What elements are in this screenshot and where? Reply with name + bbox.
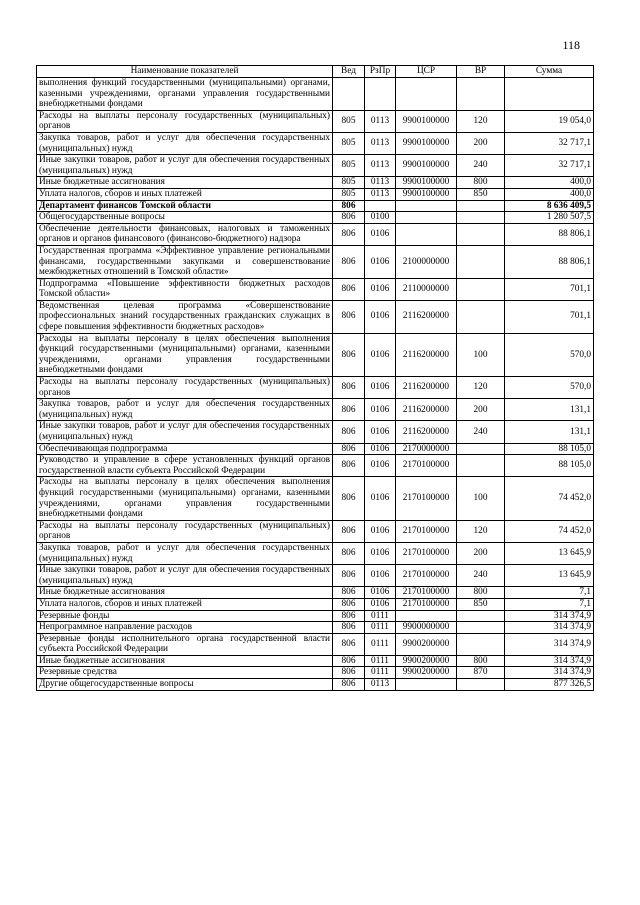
row-vr-cell bbox=[457, 443, 505, 455]
table-row bbox=[37, 421, 594, 443]
row-rzpr-cell: 0106 bbox=[365, 245, 396, 278]
row-rzpr-cell: 0106 bbox=[365, 455, 396, 477]
table-header-row bbox=[37, 66, 594, 78]
row-rzpr-cell: 0100 bbox=[365, 212, 396, 224]
table-row bbox=[37, 132, 594, 154]
table-row bbox=[37, 587, 594, 599]
row-name-cell: Резервные фонды исполнительного органа государственной власти субъекта Российской Федерации bbox=[37, 633, 333, 655]
row-sum-cell: 131,1 bbox=[505, 399, 594, 421]
row-ved-cell: 805 bbox=[333, 110, 365, 132]
row-sum-cell: 13 645,9 bbox=[505, 542, 594, 564]
row-rzpr-cell: 0106 bbox=[365, 377, 396, 399]
row-rzpr-cell: 0111 bbox=[365, 667, 396, 679]
row-rzpr-cell: 0106 bbox=[365, 399, 396, 421]
table-row bbox=[37, 300, 594, 333]
table-row bbox=[37, 155, 594, 177]
header-rzpr: РзПр bbox=[365, 66, 396, 78]
table-row bbox=[37, 520, 594, 542]
row-ved-cell: 806 bbox=[333, 520, 365, 542]
row-csr-cell: 2170100000 bbox=[396, 455, 457, 477]
table-row bbox=[37, 177, 594, 189]
row-vr-cell: 850 bbox=[457, 188, 505, 200]
row-ved-cell: 806 bbox=[333, 542, 365, 564]
row-name-cell: Расходы на выплаты персоналу государственных (муниципальных) органов bbox=[37, 377, 333, 399]
row-name-cell: Департамент финансов Томской области bbox=[37, 200, 333, 212]
row-ved-cell: 806 bbox=[333, 679, 365, 691]
row-ved-cell: 806 bbox=[333, 667, 365, 679]
row-sum-cell: 1 280 507,5 bbox=[505, 212, 594, 224]
row-sum-cell: 701,1 bbox=[505, 300, 594, 333]
row-csr-cell: 9900200000 bbox=[396, 633, 457, 655]
row-csr-cell: 9900100000 bbox=[396, 132, 457, 154]
row-name-cell: Обеспечение деятельности финансовых, налоговых и таможенных органов и органов финансового (финансово-бюджетного) надзора bbox=[37, 223, 333, 245]
row-rzpr-cell: 0113 bbox=[365, 110, 396, 132]
row-csr-cell bbox=[396, 223, 457, 245]
row-ved-cell: 806 bbox=[333, 655, 365, 667]
row-sum-cell: 88 806,1 bbox=[505, 223, 594, 245]
row-ved-cell: 806 bbox=[333, 300, 365, 333]
table-row bbox=[37, 333, 594, 376]
table-row bbox=[37, 655, 594, 667]
row-name-cell: Расходы на выплаты персоналу в целях обеспечения выполнения функций государственными (муниципальными) органами, казенными учреждениями, органами управления государственными внебюджетными фондами bbox=[37, 477, 333, 520]
row-ved-cell: 806 bbox=[333, 245, 365, 278]
row-vr-cell bbox=[457, 278, 505, 300]
header-vr: ВР bbox=[457, 66, 505, 78]
row-name-cell: Закупка товаров, работ и услуг для обеспечения государственных (муниципальных) нужд bbox=[37, 399, 333, 421]
row-rzpr-cell: 0106 bbox=[365, 565, 396, 587]
table-row bbox=[37, 542, 594, 564]
row-rzpr-cell bbox=[365, 200, 396, 212]
row-name-cell: Другие общегосударственные вопросы bbox=[37, 679, 333, 691]
table-row bbox=[37, 223, 594, 245]
row-name-cell: Непрограммное направление расходов bbox=[37, 622, 333, 634]
table-row bbox=[37, 667, 594, 679]
row-vr-cell bbox=[457, 300, 505, 333]
row-vr-cell bbox=[457, 455, 505, 477]
row-ved-cell: 805 bbox=[333, 155, 365, 177]
row-rzpr-cell: 0106 bbox=[365, 477, 396, 520]
row-csr-cell: 9900000000 bbox=[396, 622, 457, 634]
row-ved-cell: 806 bbox=[333, 565, 365, 587]
row-ved-cell: 806 bbox=[333, 443, 365, 455]
row-csr-cell bbox=[396, 610, 457, 622]
row-vr-cell: 100 bbox=[457, 477, 505, 520]
table-row bbox=[37, 212, 594, 224]
row-name-cell: Иные бюджетные ассигнования bbox=[37, 177, 333, 189]
row-name-cell: Резервные средства bbox=[37, 667, 333, 679]
table-row bbox=[37, 565, 594, 587]
table-row bbox=[37, 188, 594, 200]
row-vr-cell bbox=[457, 622, 505, 634]
row-name-cell: Руководство и управление в сфере установленных функций органов государственной власти субъекта Российской Федерации bbox=[37, 455, 333, 477]
row-ved-cell: 805 bbox=[333, 132, 365, 154]
row-sum-cell: 32 717,1 bbox=[505, 132, 594, 154]
row-sum-cell: 8 636 409,5 bbox=[505, 200, 594, 212]
row-vr-cell bbox=[457, 223, 505, 245]
table-row bbox=[37, 278, 594, 300]
row-csr-cell: 9900200000 bbox=[396, 667, 457, 679]
row-rzpr-cell: 0113 bbox=[365, 188, 396, 200]
row-vr-cell bbox=[457, 245, 505, 278]
row-rzpr-cell: 0106 bbox=[365, 598, 396, 610]
row-name-cell: Подпрограмма «Повышение эффективности бюджетных расходов Томской области» bbox=[37, 278, 333, 300]
row-rzpr-cell: 0113 bbox=[365, 155, 396, 177]
row-sum-cell: 88 105,0 bbox=[505, 443, 594, 455]
row-csr-cell: 9900100000 bbox=[396, 155, 457, 177]
row-vr-cell: 240 bbox=[457, 565, 505, 587]
row-sum-cell: 314 374,9 bbox=[505, 655, 594, 667]
header-name: Наименование показателей bbox=[37, 66, 333, 78]
row-ved-cell: 805 bbox=[333, 188, 365, 200]
row-sum-cell: 13 645,9 bbox=[505, 565, 594, 587]
row-name-cell: Расходы на выплаты персоналу государственных (муниципальных) органов bbox=[37, 110, 333, 132]
row-vr-cell: 120 bbox=[457, 520, 505, 542]
row-sum-cell: 7,1 bbox=[505, 587, 594, 599]
table-row bbox=[37, 610, 594, 622]
row-ved-cell: 806 bbox=[333, 598, 365, 610]
row-csr-cell: 9900100000 bbox=[396, 188, 457, 200]
row-name-cell: Резервные фонды bbox=[37, 610, 333, 622]
row-name-cell: выполнения функций государственными (муниципальными) органами, казенными учреждениями, органами управления государственными внебюджетными фондами bbox=[37, 78, 333, 111]
row-name-cell: Закупка товаров, работ и услуг для обеспечения государственных (муниципальных) нужд bbox=[37, 542, 333, 564]
page-number: 118 bbox=[562, 38, 580, 52]
row-rzpr-cell: 0111 bbox=[365, 633, 396, 655]
row-ved-cell: 806 bbox=[333, 212, 365, 224]
row-vr-cell bbox=[457, 679, 505, 691]
row-ved-cell: 806 bbox=[333, 633, 365, 655]
row-rzpr-cell: 0106 bbox=[365, 587, 396, 599]
row-ved-cell: 806 bbox=[333, 421, 365, 443]
row-csr-cell: 2116200000 bbox=[396, 300, 457, 333]
row-vr-cell: 240 bbox=[457, 155, 505, 177]
row-sum-cell: 314 374,9 bbox=[505, 622, 594, 634]
row-vr-cell: 240 bbox=[457, 421, 505, 443]
row-csr-cell: 2116200000 bbox=[396, 421, 457, 443]
row-ved-cell: 806 bbox=[333, 399, 365, 421]
row-vr-cell bbox=[457, 633, 505, 655]
row-name-cell: Уплата налогов, сборов и иных платежей bbox=[37, 598, 333, 610]
row-rzpr-cell: 0106 bbox=[365, 520, 396, 542]
row-sum-cell: 74 452,0 bbox=[505, 477, 594, 520]
row-vr-cell bbox=[457, 78, 505, 111]
row-csr-cell bbox=[396, 679, 457, 691]
row-csr-cell: 2170100000 bbox=[396, 520, 457, 542]
row-sum-cell: 314 374,9 bbox=[505, 610, 594, 622]
row-vr-cell: 800 bbox=[457, 655, 505, 667]
table-row bbox=[37, 679, 594, 691]
row-name-cell: Иные бюджетные ассигнования bbox=[37, 655, 333, 667]
row-csr-cell: 2116200000 bbox=[396, 399, 457, 421]
row-vr-cell: 200 bbox=[457, 399, 505, 421]
row-csr-cell: 2170100000 bbox=[396, 542, 457, 564]
budget-table bbox=[36, 65, 594, 691]
row-rzpr-cell: 0111 bbox=[365, 610, 396, 622]
table-row bbox=[37, 443, 594, 455]
row-ved-cell: 806 bbox=[333, 587, 365, 599]
row-sum-cell bbox=[505, 78, 594, 111]
row-name-cell: Иные закупки товаров, работ и услуг для обеспечения государственных (муниципальных) нужд bbox=[37, 421, 333, 443]
row-rzpr-cell bbox=[365, 78, 396, 111]
row-sum-cell: 19 054,0 bbox=[505, 110, 594, 132]
row-vr-cell: 200 bbox=[457, 542, 505, 564]
row-sum-cell: 314 374,9 bbox=[505, 633, 594, 655]
row-sum-cell: 131,1 bbox=[505, 421, 594, 443]
row-rzpr-cell: 0106 bbox=[365, 278, 396, 300]
row-vr-cell bbox=[457, 212, 505, 224]
row-sum-cell: 701,1 bbox=[505, 278, 594, 300]
row-vr-cell: 200 bbox=[457, 132, 505, 154]
row-name-cell: Расходы на выплаты персоналу государственных (муниципальных) органов bbox=[37, 520, 333, 542]
row-ved-cell: 806 bbox=[333, 622, 365, 634]
row-sum-cell: 400,0 bbox=[505, 188, 594, 200]
row-csr-cell bbox=[396, 78, 457, 111]
table-body bbox=[37, 78, 594, 691]
row-vr-cell bbox=[457, 200, 505, 212]
row-csr-cell: 2170100000 bbox=[396, 598, 457, 610]
header-sum: Сумма bbox=[505, 66, 594, 78]
row-sum-cell: 88 806,1 bbox=[505, 245, 594, 278]
row-csr-cell: 2170100000 bbox=[396, 477, 457, 520]
row-rzpr-cell: 0106 bbox=[365, 421, 396, 443]
row-rzpr-cell: 0106 bbox=[365, 300, 396, 333]
row-name-cell: Обеспечивающая подпрограмма bbox=[37, 443, 333, 455]
row-rzpr-cell: 0106 bbox=[365, 333, 396, 376]
row-sum-cell: 32 717,1 bbox=[505, 155, 594, 177]
row-ved-cell: 806 bbox=[333, 455, 365, 477]
row-csr-cell bbox=[396, 212, 457, 224]
table-row bbox=[37, 598, 594, 610]
row-vr-cell: 120 bbox=[457, 377, 505, 399]
row-rzpr-cell: 0113 bbox=[365, 132, 396, 154]
row-vr-cell: 120 bbox=[457, 110, 505, 132]
row-ved-cell: 806 bbox=[333, 333, 365, 376]
row-name-cell: Уплата налогов, сборов и иных платежей bbox=[37, 188, 333, 200]
row-rzpr-cell: 0106 bbox=[365, 443, 396, 455]
table-row bbox=[37, 377, 594, 399]
row-csr-cell: 2116200000 bbox=[396, 377, 457, 399]
table-row bbox=[37, 399, 594, 421]
row-ved-cell: 806 bbox=[333, 610, 365, 622]
row-csr-cell bbox=[396, 200, 457, 212]
row-name-cell: Иные закупки товаров, работ и услуг для обеспечения государственных (муниципальных) нужд bbox=[37, 565, 333, 587]
row-rzpr-cell: 0113 bbox=[365, 177, 396, 189]
row-sum-cell: 7,1 bbox=[505, 598, 594, 610]
row-sum-cell: 88 105,0 bbox=[505, 455, 594, 477]
row-csr-cell: 2170100000 bbox=[396, 587, 457, 599]
table-row bbox=[37, 477, 594, 520]
row-name-cell: Общегосударственные вопросы bbox=[37, 212, 333, 224]
table-row bbox=[37, 110, 594, 132]
table-row bbox=[37, 622, 594, 634]
row-csr-cell: 2110000000 bbox=[396, 278, 457, 300]
row-ved-cell: 806 bbox=[333, 278, 365, 300]
table-row bbox=[37, 78, 594, 111]
row-name-cell: Государственная программа «Эффективное управление региональными финансами, государственными закупками и совершенствование межбюджетных отношений в Томской области» bbox=[37, 245, 333, 278]
row-ved-cell: 805 bbox=[333, 177, 365, 189]
table-row bbox=[37, 633, 594, 655]
header-csr: ЦСР bbox=[396, 66, 457, 78]
row-ved-cell: 806 bbox=[333, 200, 365, 212]
row-vr-cell: 850 bbox=[457, 598, 505, 610]
row-sum-cell: 74 452,0 bbox=[505, 520, 594, 542]
row-name-cell: Иные закупки товаров, работ и услуг для обеспечения государственных (муниципальных) нужд bbox=[37, 155, 333, 177]
row-vr-cell bbox=[457, 610, 505, 622]
row-sum-cell: 570,0 bbox=[505, 377, 594, 399]
row-sum-cell: 400,0 bbox=[505, 177, 594, 189]
row-vr-cell: 870 bbox=[457, 667, 505, 679]
row-csr-cell: 2100000000 bbox=[396, 245, 457, 278]
row-ved-cell: 806 bbox=[333, 223, 365, 245]
row-ved-cell bbox=[333, 78, 365, 111]
row-name-cell: Ведомственная целевая программа «Совершенствование профессиональных знаний государственных гражданских служащих в сфере повышения эффективности бюджетных расходов» bbox=[37, 300, 333, 333]
row-name-cell: Закупка товаров, работ и услуг для обеспечения государственных (муниципальных) нужд bbox=[37, 132, 333, 154]
row-vr-cell: 800 bbox=[457, 587, 505, 599]
table-row bbox=[37, 455, 594, 477]
row-name-cell: Расходы на выплаты персоналу в целях обеспечения выполнения функций государственными (муниципальными) органами, казенными учреждениями, органами управления государственными внебюджетными фондами bbox=[37, 333, 333, 376]
row-csr-cell: 2116200000 bbox=[396, 333, 457, 376]
row-ved-cell: 806 bbox=[333, 477, 365, 520]
row-rzpr-cell: 0113 bbox=[365, 679, 396, 691]
row-rzpr-cell: 0111 bbox=[365, 622, 396, 634]
row-sum-cell: 877 326,5 bbox=[505, 679, 594, 691]
table-row bbox=[37, 200, 594, 212]
row-name-cell: Иные бюджетные ассигнования bbox=[37, 587, 333, 599]
row-sum-cell: 570,0 bbox=[505, 333, 594, 376]
row-sum-cell: 314 374,9 bbox=[505, 667, 594, 679]
header-ved: Вед bbox=[333, 66, 365, 78]
row-rzpr-cell: 0111 bbox=[365, 655, 396, 667]
row-csr-cell: 9900100000 bbox=[396, 110, 457, 132]
row-csr-cell: 9900200000 bbox=[396, 655, 457, 667]
table-row bbox=[37, 245, 594, 278]
row-rzpr-cell: 0106 bbox=[365, 542, 396, 564]
row-csr-cell: 2170000000 bbox=[396, 443, 457, 455]
row-csr-cell: 9900100000 bbox=[396, 177, 457, 189]
row-vr-cell: 100 bbox=[457, 333, 505, 376]
row-csr-cell: 2170100000 bbox=[396, 565, 457, 587]
row-ved-cell: 806 bbox=[333, 377, 365, 399]
row-vr-cell: 800 bbox=[457, 177, 505, 189]
row-rzpr-cell: 0106 bbox=[365, 223, 396, 245]
